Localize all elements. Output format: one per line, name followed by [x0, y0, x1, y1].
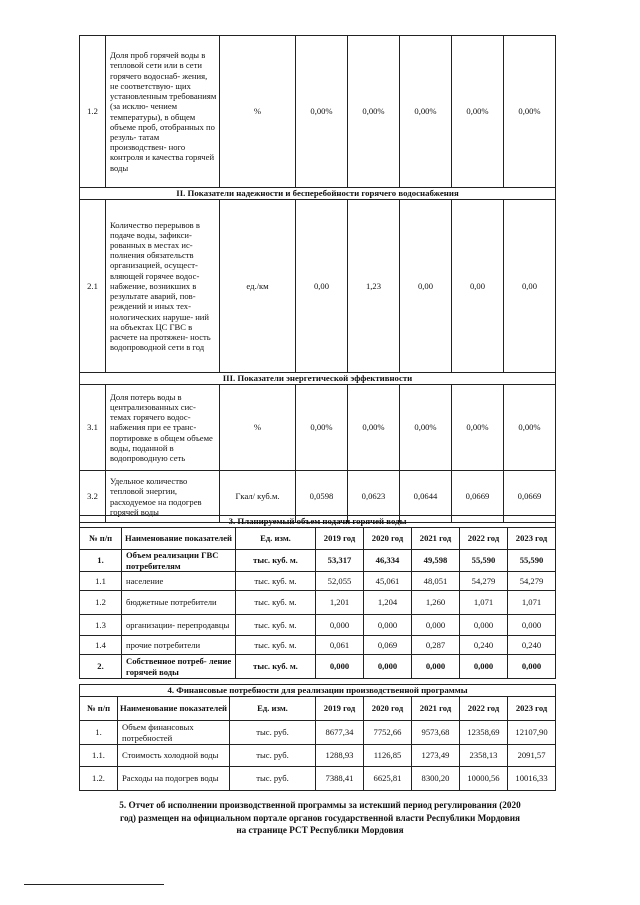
indicators-table	[79, 35, 556, 523]
value-cell: 0,00%	[348, 385, 400, 471]
unit-cell: %	[220, 36, 296, 188]
unit-cell: тыс. руб.	[230, 745, 316, 767]
value-cell: 0,00%	[504, 385, 556, 471]
indicator-name: Собственное потреб- ление горячей воды	[122, 655, 236, 679]
row-number: 1.2.	[80, 767, 118, 791]
financial-needs-table	[79, 684, 556, 791]
indicator-name: Расходы на подогрев воды	[118, 767, 230, 791]
unit-cell: тыс. куб. м.	[236, 550, 316, 572]
value-cell: 52,055	[316, 572, 364, 591]
footnote-separator	[24, 884, 164, 885]
column-header: 2019 год	[316, 697, 364, 721]
value-cell: 0,00	[504, 200, 556, 373]
value-cell: 0,00%	[504, 36, 556, 188]
table-row	[80, 550, 556, 572]
section-header-row	[80, 373, 556, 385]
table-row	[80, 615, 556, 636]
value-cell: 0,0669	[452, 471, 504, 523]
value-cell: 2091,57	[508, 745, 556, 767]
value-cell: 0,00%	[452, 36, 504, 188]
row-number: 1.3	[80, 615, 122, 636]
column-header: 2020 год	[364, 528, 412, 550]
value-cell: 0,0669	[504, 471, 556, 523]
row-number: 1.1.	[80, 745, 118, 767]
column-header: Ед. изм.	[230, 697, 316, 721]
indicator-name: бюджетные потребители	[122, 591, 236, 615]
value-cell: 0,00%	[452, 385, 504, 471]
value-cell: 2358,13	[460, 745, 508, 767]
value-cell: 0,000	[460, 655, 508, 679]
column-header: 2019 год	[316, 528, 364, 550]
row-number: 1.4	[80, 636, 122, 655]
value-cell: 1,23	[348, 200, 400, 373]
column-header: 2023 год	[508, 528, 556, 550]
value-cell: 49,598	[412, 550, 460, 572]
value-cell: 9573,68	[412, 721, 460, 745]
value-cell: 55,590	[508, 550, 556, 572]
value-cell: 0,00%	[400, 36, 452, 188]
value-cell: 48,051	[412, 572, 460, 591]
indicator-name: население	[122, 572, 236, 591]
value-cell: 46,334	[364, 550, 412, 572]
value-cell: 10000,56	[460, 767, 508, 791]
table-row	[80, 591, 556, 615]
indicator-name: Стоимость холодной воды	[118, 745, 230, 767]
unit-cell: тыс. куб. м.	[236, 636, 316, 655]
table-row	[80, 767, 556, 791]
row-number: 2.	[80, 655, 122, 679]
indicator-name: организации- перепродавцы	[122, 615, 236, 636]
unit-cell: тыс. куб. м.	[236, 591, 316, 615]
value-cell: 0,000	[508, 615, 556, 636]
row-number: 1.	[80, 550, 122, 572]
value-cell: 1126,85	[364, 745, 412, 767]
section-header-row	[80, 188, 556, 200]
value-cell: 1,260	[412, 591, 460, 615]
column-header: № п/п	[80, 528, 122, 550]
indicator-name: Количество перерывов в подаче воды, зафикси- рованных в местах ис- полнения обязательств организацией, осущест- вляющей горячее водос- набжение, возникших в результате аварий, пов- реждений и иных тех- нологических наруше- ний на объектах ЦС ГВС в расчете на протяжен- ность водопроводной сети в год	[106, 200, 220, 373]
value-cell: 0,00	[400, 200, 452, 373]
value-cell: 1273,49	[412, 745, 460, 767]
report-note	[96, 799, 544, 837]
column-header: 2021 год	[412, 697, 460, 721]
value-cell: 54,279	[460, 572, 508, 591]
value-cell: 10016,33	[508, 767, 556, 791]
indicator-name: прочие потребители	[122, 636, 236, 655]
column-header: 2022 год	[460, 528, 508, 550]
table-header-row	[80, 528, 556, 550]
value-cell: 0,000	[364, 615, 412, 636]
value-cell: 0,00%	[296, 385, 348, 471]
unit-cell: Гкал/ куб.м.	[220, 471, 296, 523]
value-cell: 0,0644	[400, 471, 452, 523]
column-header: Наименование показателей	[118, 697, 230, 721]
table-row	[80, 721, 556, 745]
table-title: 4. Финансовые потребности для реализации производственной программы	[80, 685, 556, 697]
column-header: Наименование показателей	[122, 528, 236, 550]
row-number: 1.2	[80, 36, 106, 188]
value-cell: 0,000	[412, 615, 460, 636]
value-cell: 0,240	[460, 636, 508, 655]
report-note-line: на странице РСТ Республики Мордовия	[236, 825, 404, 835]
value-cell: 1,201	[316, 591, 364, 615]
value-cell: 7388,41	[316, 767, 364, 791]
unit-cell: тыс. куб. м.	[236, 615, 316, 636]
unit-cell: ед./км	[220, 200, 296, 373]
value-cell: 0,000	[316, 615, 364, 636]
value-cell: 0,0623	[348, 471, 400, 523]
row-number: 3.2	[80, 471, 106, 523]
unit-cell: тыс. руб.	[230, 721, 316, 745]
table-title-row	[80, 685, 556, 697]
value-cell: 8300,20	[412, 767, 460, 791]
indicator-name: Доля проб горячей воды в тепловой сети или в сети горячего водоснаб- жения, не соответствую- щих установленным требованиям (за исклю- чением температуры), в общем объеме проб, отобранных по резуль- татам производствен- ного контроля и качества горячей воды	[106, 36, 220, 188]
value-cell: 45,061	[364, 572, 412, 591]
value-cell: 0,00	[452, 200, 504, 373]
table-title: 3. Планируемый объем подачи горячей воды	[80, 516, 556, 528]
value-cell: 0,000	[316, 655, 364, 679]
unit-cell: %	[220, 385, 296, 471]
water-volume-table	[79, 515, 556, 679]
value-cell: 0,00%	[348, 36, 400, 188]
value-cell: 0,000	[508, 655, 556, 679]
value-cell: 8677,34	[316, 721, 364, 745]
value-cell: 0,287	[412, 636, 460, 655]
value-cell: 55,590	[460, 550, 508, 572]
table-row	[80, 385, 556, 471]
unit-cell: тыс. куб. м.	[236, 655, 316, 679]
column-header: 2022 год	[460, 697, 508, 721]
value-cell: 1,071	[460, 591, 508, 615]
value-cell: 0,000	[460, 615, 508, 636]
column-header: 2020 год	[364, 697, 412, 721]
column-header: 2021 год	[412, 528, 460, 550]
row-number: 1.1	[80, 572, 122, 591]
indicator-name: Удельное количество тепловой энергии, расходуемое на подогрев горячей воды	[106, 471, 220, 523]
value-cell: 0,240	[508, 636, 556, 655]
report-note-line: год) размещен на официальном портале органов государственной власти Республики Мордовия	[120, 812, 520, 823]
value-cell: 12358,69	[460, 721, 508, 745]
value-cell: 1,071	[508, 591, 556, 615]
table-row	[80, 655, 556, 679]
table-row	[80, 572, 556, 591]
value-cell: 1288,93	[316, 745, 364, 767]
table-row	[80, 36, 556, 188]
row-number: 2.1	[80, 200, 106, 373]
section-title: III. Показатели энергетической эффективности	[80, 373, 556, 385]
indicator-name: Доля потерь воды в централизованных сис- темах горячего водос- набжения при ее транс- портировке в общем объеме воды, поданной в водопроводную сеть	[106, 385, 220, 471]
row-number: 1.	[80, 721, 118, 745]
value-cell: 0,069	[364, 636, 412, 655]
table-row	[80, 200, 556, 373]
value-cell: 6625,81	[364, 767, 412, 791]
table-header-row	[80, 697, 556, 721]
value-cell: 0,000	[412, 655, 460, 679]
value-cell: 0,0598	[296, 471, 348, 523]
row-number: 1.2	[80, 591, 122, 615]
value-cell: 1,204	[364, 591, 412, 615]
report-note-line: 5. Отчет об исполнении производственной программы за истекший период регулирования (2020	[119, 800, 521, 810]
value-cell: 7752,66	[364, 721, 412, 745]
indicator-name: Объем финансовых потребностей	[118, 721, 230, 745]
value-cell: 0,00	[296, 200, 348, 373]
value-cell: 54,279	[508, 572, 556, 591]
value-cell: 0,00%	[400, 385, 452, 471]
table-row	[80, 745, 556, 767]
value-cell: 53,317	[316, 550, 364, 572]
value-cell: 0,061	[316, 636, 364, 655]
value-cell: 12107,90	[508, 721, 556, 745]
unit-cell: тыс. руб.	[230, 767, 316, 791]
unit-cell: тыс. куб. м.	[236, 572, 316, 591]
column-header: Ед. изм.	[236, 528, 316, 550]
table-row	[80, 636, 556, 655]
table-title-row	[80, 516, 556, 528]
column-header: № п/п	[80, 697, 118, 721]
section-title: II. Показатели надежности и бесперебойности горячего водоснабжения	[80, 188, 556, 200]
row-number: 3.1	[80, 385, 106, 471]
value-cell: 0,00%	[296, 36, 348, 188]
indicator-name: Объем реализации ГВС потребителям	[122, 550, 236, 572]
column-header: 2023 год	[508, 697, 556, 721]
value-cell: 0,000	[364, 655, 412, 679]
